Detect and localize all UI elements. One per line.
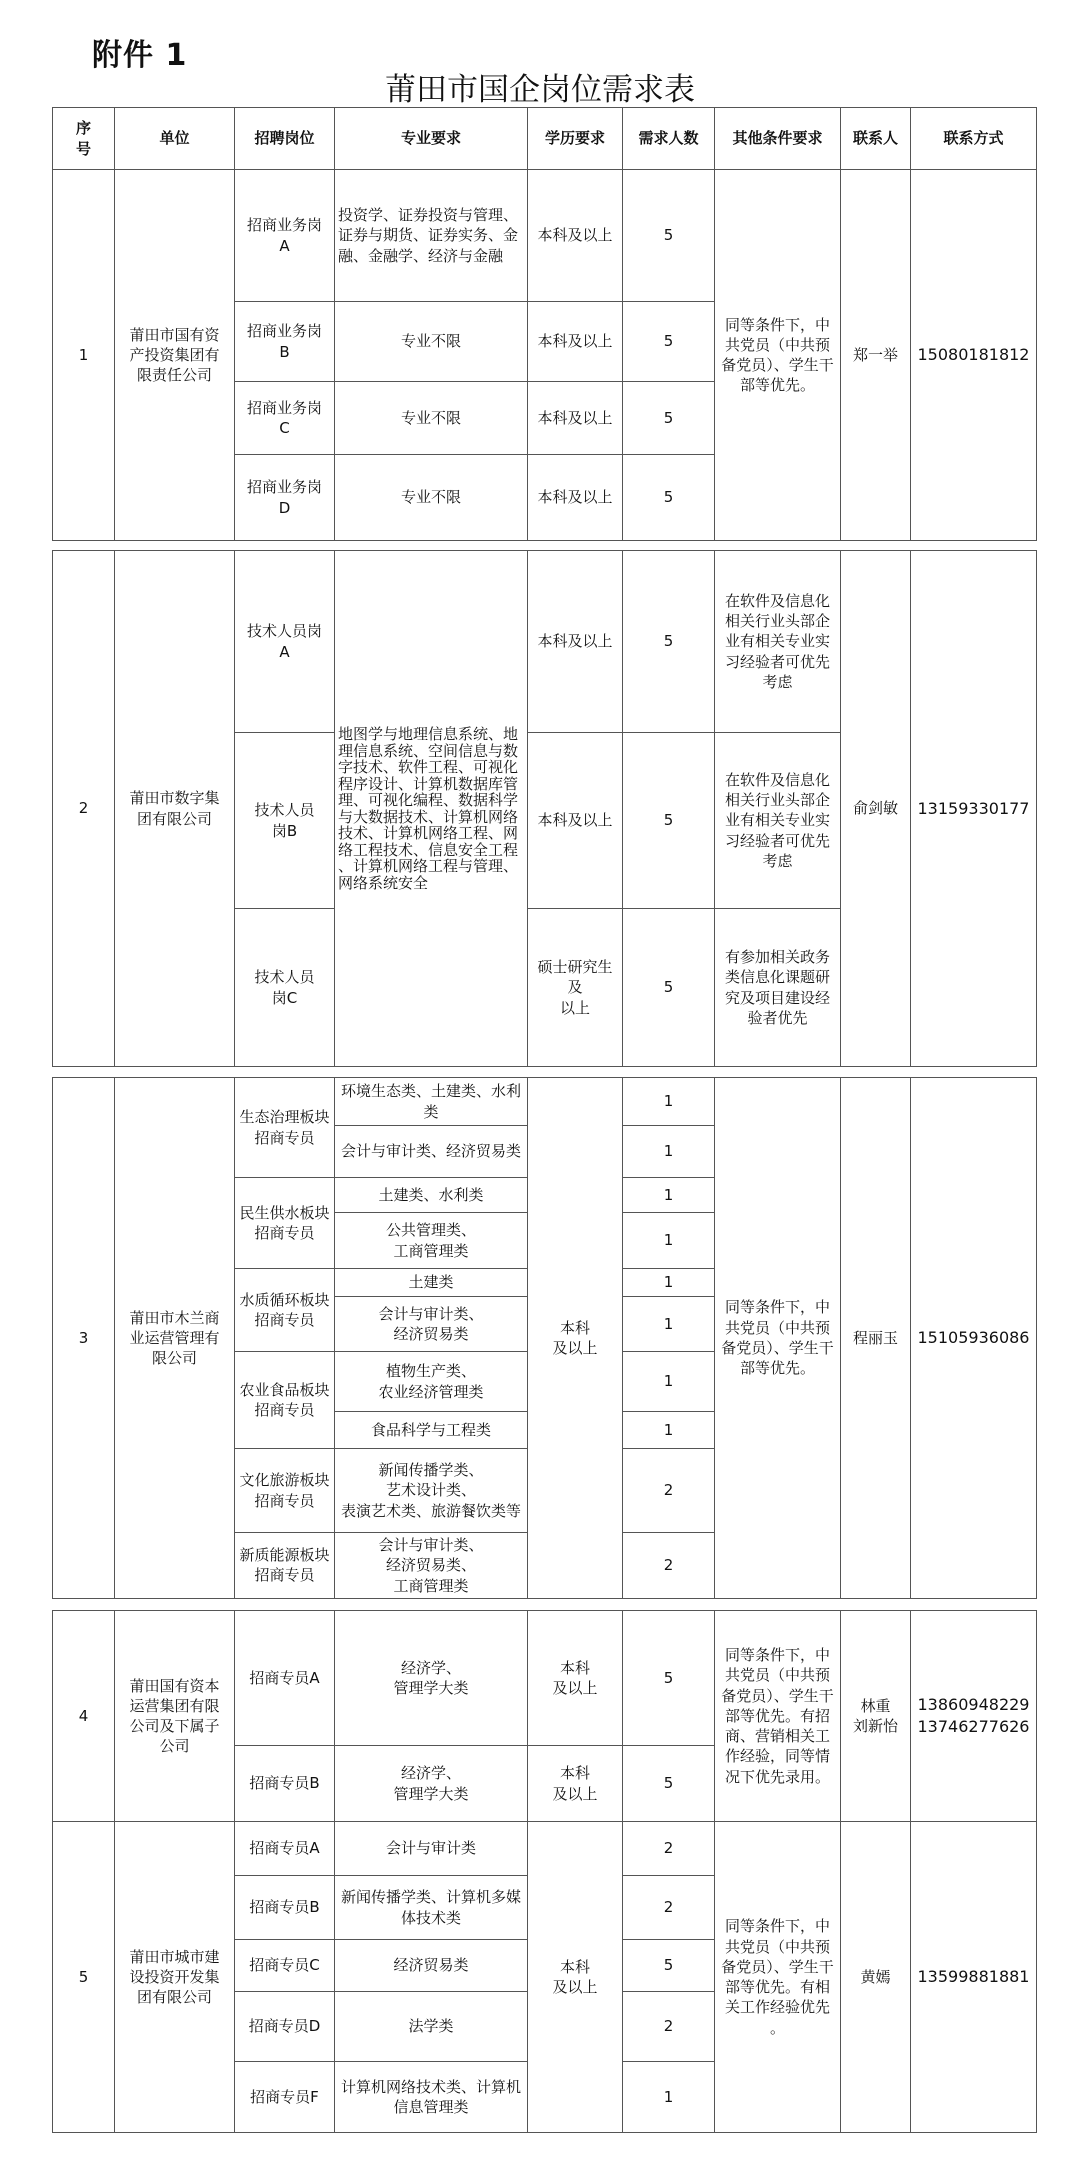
- org2-phone: 13159330177: [911, 551, 1037, 1067]
- header-phone: 联系方式: [911, 108, 1037, 170]
- org1-education-c: 本科及以上: [528, 382, 623, 455]
- org2-other-a: 在软件及信息化 相关行业头部企 业有相关专业实 习经验者可优先 考虑: [715, 551, 841, 733]
- header-seq: 序 号: [53, 108, 115, 170]
- requirements-table-part-2: [52, 550, 1037, 1067]
- org1-contact: 郑一举: [841, 170, 911, 541]
- org5-position-a: 招商专员A: [235, 1822, 335, 1876]
- org3-major: 环境生态类、土建类、水利 类: [335, 1078, 528, 1126]
- org3-position-agri: 农业食品板块 招商专员: [235, 1352, 335, 1449]
- org2-other-c: 有参加相关政务 类信息化课题研 究及项目建设经 验者优先: [715, 909, 841, 1067]
- org4-education-b: 本科 及以上: [528, 1746, 623, 1822]
- org3-count: 1: [623, 1078, 715, 1126]
- org3-position-water: 民生供水板块 招商专员: [235, 1178, 335, 1269]
- org3-major: 会计与审计类、 经济贸易类、 工商管理类: [335, 1533, 528, 1599]
- org4-unit: 莆田国有资本 运营集团有限 公司及下属子 公司: [115, 1611, 235, 1822]
- org3-major: 食品科学与工程类: [335, 1412, 528, 1449]
- org3-major: 会计与审计类、 经济贸易类: [335, 1297, 528, 1352]
- header-row: [53, 108, 1037, 170]
- org2-unit: 莆田市数字集 团有限公司: [115, 551, 235, 1067]
- org5-count-a: 2: [623, 1822, 715, 1876]
- org5-unit: 莆田市城市建 设投资开发集 团有限公司: [115, 1822, 235, 2133]
- table-row: [53, 1611, 1037, 1746]
- org1-education-a: 本科及以上: [528, 170, 623, 302]
- org3-count: 1: [623, 1412, 715, 1449]
- org2-education-b: 本科及以上: [528, 733, 623, 909]
- org5-position-f: 招商专员F: [235, 2062, 335, 2133]
- header-major: 专业要求: [335, 108, 528, 170]
- org3-major: 会计与审计类、经济贸易类: [335, 1126, 528, 1178]
- org2-position-c: 技术人员 岗C: [235, 909, 335, 1067]
- org5-seq: 5: [53, 1822, 115, 2133]
- org1-position-b: 招商业务岗 B: [235, 302, 335, 382]
- page-title: 莆田市国企岗位需求表: [385, 72, 695, 108]
- requirements-table-part-3: [52, 1077, 1037, 1599]
- org1-education-b: 本科及以上: [528, 302, 623, 382]
- org4-count-a: 5: [623, 1611, 715, 1746]
- org1-other: 同等条件下，中 共党员（中共预 备党员）、学生干 部等优先。: [715, 170, 841, 541]
- org4-contact: 林重 刘新怡: [841, 1611, 911, 1822]
- org5-count-f: 1: [623, 2062, 715, 2133]
- org5-count-d: 2: [623, 1992, 715, 2062]
- org4-major-b: 经济学、 管理学大类: [335, 1746, 528, 1822]
- org3-count: 1: [623, 1269, 715, 1297]
- org4-position-a: 招商专员A: [235, 1611, 335, 1746]
- org3-count: 1: [623, 1178, 715, 1213]
- org2-position-b: 技术人员 岗B: [235, 733, 335, 909]
- org3-position-energy: 新质能源板块 招商专员: [235, 1533, 335, 1599]
- header-position: 招聘岗位: [235, 108, 335, 170]
- org5-phone: 13599881881: [911, 1822, 1037, 2133]
- org3-count: 1: [623, 1297, 715, 1352]
- org3-position-culture: 文化旅游板块 招商专员: [235, 1449, 335, 1533]
- org3-contact: 程丽玉: [841, 1078, 911, 1599]
- header-count: 需求人数: [623, 108, 715, 170]
- org4-phone: 13860948229 13746277626: [911, 1611, 1037, 1822]
- org3-count: 1: [623, 1352, 715, 1412]
- org1-phone: 15080181812: [911, 170, 1037, 541]
- org2-seq: 2: [53, 551, 115, 1067]
- org5-major-d: 法学类: [335, 1992, 528, 2062]
- org4-seq: 4: [53, 1611, 115, 1822]
- org5-count-b: 2: [623, 1876, 715, 1940]
- org5-contact: 黄嫣: [841, 1822, 911, 2133]
- org4-count-b: 5: [623, 1746, 715, 1822]
- org2-other-b: 在软件及信息化 相关行业头部企 业有相关专业实 习经验者可优先 考虑: [715, 733, 841, 909]
- org3-count: 1: [623, 1126, 715, 1178]
- table-row: [53, 170, 1037, 302]
- org1-major-c: 专业不限: [335, 382, 528, 455]
- org2-count-a: 5: [623, 551, 715, 733]
- table-row: [53, 1822, 1037, 1876]
- org1-position-d: 招商业务岗 D: [235, 455, 335, 541]
- org3-count: 2: [623, 1533, 715, 1599]
- org5-major-f: 计算机网络技术类、计算机 信息管理类: [335, 2062, 528, 2133]
- org1-education-d: 本科及以上: [528, 455, 623, 541]
- table-row: [53, 551, 1037, 733]
- org3-phone: 15105936086: [911, 1078, 1037, 1599]
- org4-major-a: 经济学、 管理学大类: [335, 1611, 528, 1746]
- org1-major-d: 专业不限: [335, 455, 528, 541]
- org3-position-cycle: 水质循环板块 招商专员: [235, 1269, 335, 1352]
- header-contact: 联系人: [841, 108, 911, 170]
- org4-other: 同等条件下，中 共党员（中共预 备党员）、学生干 部等优先。有招 商、营销相关工 作经验，同等情 况下优先录用。: [715, 1611, 841, 1822]
- org3-education: 本科 及以上: [528, 1078, 623, 1599]
- org3-other: 同等条件下，中 共党员（中共预 备党员）、学生干 部等优先。: [715, 1078, 841, 1599]
- org3-position-eco: 生态治理板块 招商专员: [235, 1078, 335, 1178]
- org2-education-c: 硕士研究生及 以上: [528, 909, 623, 1067]
- org2-count-b: 5: [623, 733, 715, 909]
- org3-major: 植物生产类、 农业经济管理类: [335, 1352, 528, 1412]
- org1-count-d: 5: [623, 455, 715, 541]
- org2-position-a: 技术人员岗 A: [235, 551, 335, 733]
- org2-major: 地图学与地理信息系统、地 理信息系统、空间信息与数 字技术、软件工程、可视化 程序设计、计算机数据库管 理、可视化编程、数据科学 与大数据技术、计算机网络 技术、计算机网络工程、网 络工程技术、信息安全工程 、计算机网络工程与管理、 网络系统安全: [335, 551, 528, 1067]
- requirements-table-part-1: [52, 107, 1037, 541]
- org3-major: 公共管理类、 工商管理类: [335, 1213, 528, 1269]
- attachment-label: 附件 1: [92, 38, 188, 73]
- org5-major-c: 经济贸易类: [335, 1940, 528, 1992]
- requirements-table-part-4: [52, 1610, 1037, 2133]
- org5-other: 同等条件下，中 共党员（中共预 备党员）、学生干 部等优先。有相 关工作经验优先 。: [715, 1822, 841, 2133]
- org4-position-b: 招商专员B: [235, 1746, 335, 1822]
- org5-position-b: 招商专员B: [235, 1876, 335, 1940]
- org1-unit: 莆田市国有资 产投资集团有 限责任公司: [115, 170, 235, 541]
- org3-seq: 3: [53, 1078, 115, 1599]
- org2-count-c: 5: [623, 909, 715, 1067]
- org1-major-b: 专业不限: [335, 302, 528, 382]
- org5-position-d: 招商专员D: [235, 1992, 335, 2062]
- org2-education-a: 本科及以上: [528, 551, 623, 733]
- org5-count-c: 5: [623, 1940, 715, 1992]
- org3-major: 土建类、水利类: [335, 1178, 528, 1213]
- header-education: 学历要求: [528, 108, 623, 170]
- org4-education-a: 本科 及以上: [528, 1611, 623, 1746]
- org1-seq: 1: [53, 170, 115, 541]
- org1-position-c: 招商业务岗 C: [235, 382, 335, 455]
- org1-count-a: 5: [623, 170, 715, 302]
- org2-contact: 俞剑敏: [841, 551, 911, 1067]
- org1-major-a: 投资学、证券投资与管理、 证券与期货、证券实务、金 融、金融学、经济与金融: [335, 170, 528, 302]
- header-unit: 单位: [115, 108, 235, 170]
- org1-count-c: 5: [623, 382, 715, 455]
- org3-unit: 莆田市木兰商 业运营管理有 限公司: [115, 1078, 235, 1599]
- org5-education: 本科 及以上: [528, 1822, 623, 2133]
- org5-position-c: 招商专员C: [235, 1940, 335, 1992]
- org3-count: 2: [623, 1449, 715, 1533]
- header-other: 其他条件要求: [715, 108, 841, 170]
- org3-count: 1: [623, 1213, 715, 1269]
- org3-major: 新闻传播学类、 艺术设计类、 表演艺术类、旅游餐饮类等: [335, 1449, 528, 1533]
- org3-major: 土建类: [335, 1269, 528, 1297]
- org5-major-b: 新闻传播学类、计算机多媒 体技术类: [335, 1876, 528, 1940]
- org1-count-b: 5: [623, 302, 715, 382]
- table-row: [53, 1078, 1037, 1126]
- org5-major-a: 会计与审计类: [335, 1822, 528, 1876]
- org1-position-a: 招商业务岗 A: [235, 170, 335, 302]
